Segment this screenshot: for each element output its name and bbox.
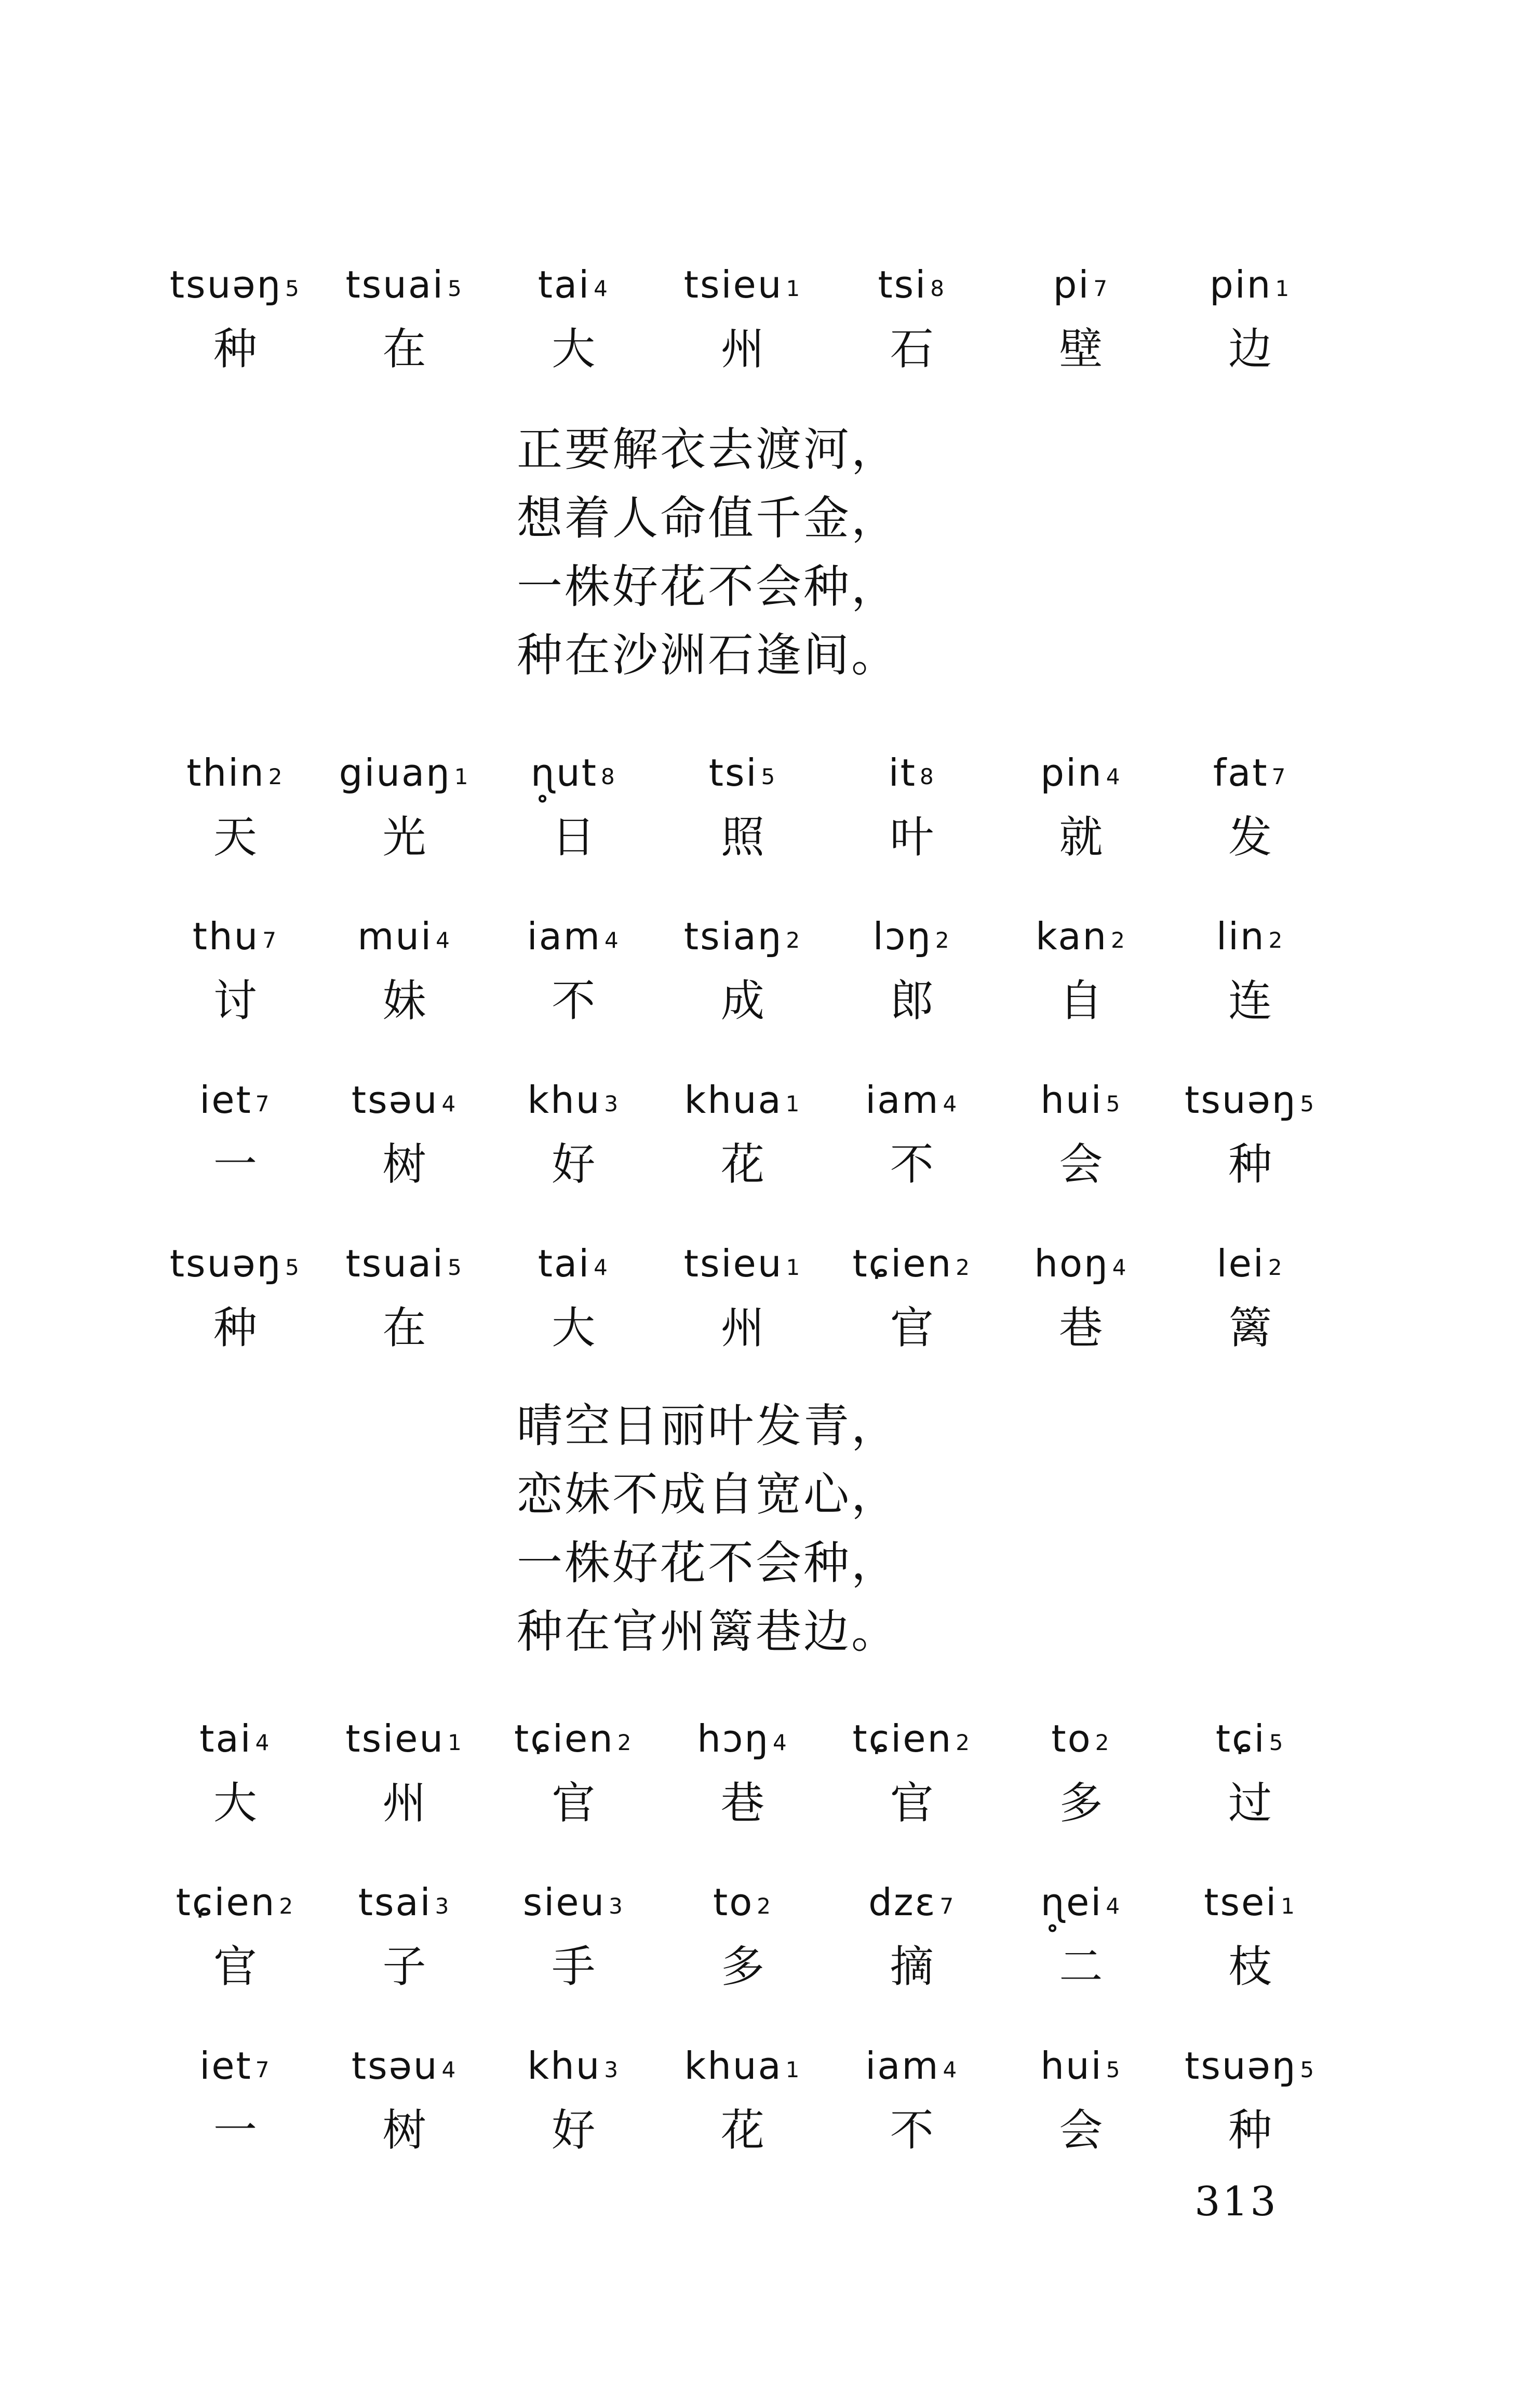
tone-number: 7 [255, 1091, 271, 1116]
tone-number: 5 [1300, 2057, 1316, 2082]
hanzi: 官 [890, 1302, 934, 1353]
hanzi: 州 [720, 1302, 764, 1353]
gloss-cell [827, 722, 997, 872]
tone-number: 2 [1268, 1255, 1284, 1280]
hanzi: 子 [382, 1941, 426, 1992]
tone-number: 4 [1106, 764, 1122, 789]
gloss-cell [489, 1213, 658, 1363]
tone-number: 1 [1275, 276, 1291, 301]
gloss-cell [151, 1049, 320, 1200]
gloss-cell [1165, 1049, 1335, 1200]
hanzi: 官 [552, 1777, 596, 1828]
romanization: tsi $^8$ [878, 263, 946, 306]
tone-number: 8 [919, 764, 935, 789]
gloss-row [151, 234, 1335, 384]
romanization: lin $^2$ [1216, 914, 1284, 958]
gloss-cell [997, 234, 1166, 384]
gloss-row [151, 1049, 1335, 1200]
gloss-cell [151, 885, 320, 1036]
gloss-cell [489, 234, 658, 384]
hanzi: 讨 [213, 975, 257, 1026]
gloss-cell [151, 2015, 320, 2165]
tone-number: 7 [255, 2057, 271, 2082]
romanization: sieu $^3$ [522, 1880, 624, 1924]
hanzi: 州 [720, 323, 764, 374]
tone-number: 1 [786, 276, 802, 301]
tone-number: 5 [1106, 2057, 1122, 2082]
romanization: thin $^2$ [186, 751, 284, 795]
romanization: tsuai $^5$ [345, 263, 463, 306]
romanization: tsuai $^5$ [345, 1242, 463, 1285]
hanzi: 多 [1059, 1777, 1103, 1828]
gloss-cell [320, 722, 489, 872]
gloss-cell [658, 722, 827, 872]
romanization: to $^2$ [1051, 1717, 1111, 1760]
gloss-cell [489, 2015, 658, 2165]
hanzi: 在 [382, 1302, 426, 1353]
romanization: hui $^5$ [1040, 1078, 1122, 1122]
hanzi: 一 [213, 2104, 257, 2156]
tone-number: 4 [605, 927, 620, 953]
poem-line: 种在官州篱巷边。 [517, 1605, 899, 1658]
gloss-block-3 [151, 1688, 1335, 2165]
hanzi: 官 [890, 1777, 934, 1828]
romanization: tɕien $^2$ [852, 1717, 971, 1760]
hanzi: 好 [552, 1138, 596, 1190]
romanization: fat $^7$ [1213, 751, 1287, 795]
gloss-row [151, 1688, 1335, 1838]
tone-number: 4 [255, 1730, 271, 1755]
hanzi: 手 [552, 1941, 596, 1992]
gloss-cell [489, 1851, 658, 2002]
gloss-cell [658, 234, 827, 384]
romanization: kan $^2$ [1035, 914, 1126, 958]
gloss-cell [320, 2015, 489, 2165]
tone-number: 4 [943, 1091, 959, 1116]
tone-number: 2 [786, 927, 802, 953]
romanization: hɔŋ $^4$ [697, 1717, 788, 1760]
gloss-cell [827, 234, 997, 384]
hanzi: 日 [552, 811, 596, 863]
hanzi: 就 [1059, 811, 1103, 863]
hanzi: 壁 [1059, 323, 1103, 374]
tone-number: 2 [268, 764, 284, 789]
tone-number: 2 [956, 1255, 971, 1280]
poem-line: 晴空日丽叶发青， [517, 1399, 899, 1452]
hanzi: 花 [720, 2104, 764, 2156]
gloss-cell [489, 1049, 658, 1200]
gloss-cell [320, 234, 489, 384]
tone-number: 4 [1112, 1255, 1128, 1280]
gloss-cell [151, 1213, 320, 1363]
tone-number: 2 [1111, 927, 1126, 953]
romanization: to $^2$ [713, 1880, 772, 1924]
poem-line: 恋妹不成自宽心， [517, 1468, 899, 1521]
romanization: tsuəŋ $^5$ [1185, 2044, 1316, 2088]
romanization: tɕien $^2$ [514, 1717, 633, 1760]
romanization: iam $^4$ [865, 2044, 959, 2088]
romanization: tsieu $^1$ [345, 1717, 463, 1760]
romanization: khua $^1$ [684, 2044, 801, 2088]
gloss-cell [1165, 722, 1335, 872]
romanization: thu $^7$ [192, 914, 278, 958]
tone-number: 2 [757, 1893, 772, 1919]
tone-number: 4 [594, 1255, 609, 1280]
poem-line: 想着人命值千金， [517, 491, 899, 545]
tone-number: 5 [447, 1255, 463, 1280]
tone-number: 1 [1281, 1893, 1297, 1919]
hanzi: 摘 [890, 1941, 934, 1992]
romanization: tsuəŋ $^5$ [169, 1242, 301, 1285]
romanization: tɕien $^2$ [852, 1242, 971, 1285]
gloss-cell [1165, 885, 1335, 1036]
romanization: mui $^4$ [357, 914, 451, 958]
hanzi: 光 [382, 811, 426, 863]
tone-number: 4 [436, 927, 451, 953]
tone-number: 3 [609, 1893, 624, 1919]
gloss-cell [827, 885, 997, 1036]
gloss-block-2 [151, 722, 1335, 1363]
gloss-cell [1165, 1851, 1335, 2002]
tone-number: 7 [1093, 276, 1109, 301]
gloss-cell [151, 722, 320, 872]
hanzi: 边 [1228, 323, 1272, 374]
romanization: hui $^5$ [1040, 2044, 1122, 2088]
hanzi: 枝 [1228, 1941, 1272, 1992]
hanzi: 树 [382, 1138, 426, 1190]
romanization: tsai $^3$ [358, 1880, 451, 1924]
tone-number: 8 [930, 276, 946, 301]
page-number: 313 [1194, 2178, 1278, 2225]
gloss-cell [489, 1688, 658, 1838]
romanization: tai $^4$ [538, 263, 609, 306]
tone-number: 4 [441, 1091, 458, 1116]
romanization: tsuəŋ $^5$ [1185, 1078, 1316, 1122]
gloss-cell [1165, 234, 1335, 384]
gloss-cell [658, 1049, 827, 1200]
hanzi: 种 [1228, 1138, 1272, 1190]
romanization: pin $^4$ [1040, 751, 1122, 795]
tone-number: 7 [262, 927, 278, 953]
tone-number: 1 [786, 1255, 802, 1280]
gloss-cell [320, 1049, 489, 1200]
gloss-cell [489, 722, 658, 872]
tone-number: 2 [279, 1893, 295, 1919]
gloss-cell [320, 1851, 489, 2002]
tone-number: 3 [604, 1091, 620, 1116]
romanization: tsieu $^1$ [683, 263, 802, 306]
romanization: khu $^3$ [527, 2044, 620, 2088]
romanization: tsəu $^4$ [351, 2044, 458, 2088]
tone-number: 4 [943, 2057, 959, 2082]
poem-stanza-1 [517, 415, 1296, 690]
gloss-cell [151, 234, 320, 384]
gloss-cell [997, 1213, 1166, 1363]
gloss-cell [151, 1688, 320, 1838]
tone-number: 5 [285, 276, 301, 301]
hanzi: 一 [213, 1138, 257, 1190]
gloss-cell [997, 1049, 1166, 1200]
hanzi: 种 [213, 1302, 257, 1353]
poem-line: 一株好花不会种， [517, 560, 899, 613]
gloss-cell [1165, 2015, 1335, 2165]
romanization: lei $^2$ [1216, 1242, 1284, 1285]
romanization: dzɛ $^7$ [868, 1880, 956, 1924]
hanzi: 不 [552, 975, 596, 1026]
tone-number: 7 [939, 1893, 956, 1919]
hanzi: 篱 [1228, 1302, 1272, 1353]
gloss-cell [827, 1851, 997, 2002]
romanization: tɕi $^5$ [1215, 1717, 1285, 1760]
hanzi: 巷 [1059, 1302, 1103, 1353]
gloss-cell [151, 1851, 320, 2002]
gloss-row [151, 2015, 1335, 2165]
hanzi: 天 [213, 811, 257, 863]
romanization: it $^8$ [888, 751, 935, 795]
romanization: khua $^1$ [684, 1078, 801, 1122]
gloss-cell [997, 885, 1166, 1036]
tone-number: 4 [441, 2057, 458, 2082]
hanzi: 种 [213, 323, 257, 374]
romanization: ɳ̥ut $^8$ [530, 751, 616, 795]
hanzi: 不 [890, 1138, 934, 1190]
romanization: pi $^7$ [1053, 263, 1109, 306]
tone-number: 4 [773, 1730, 788, 1755]
hanzi: 郎 [890, 975, 934, 1026]
romanization: khu $^3$ [527, 1078, 620, 1122]
hanzi: 树 [382, 2104, 426, 2156]
hanzi: 二 [1059, 1941, 1103, 1992]
romanization: tɕien $^2$ [176, 1880, 295, 1924]
tone-number: 1 [448, 1730, 463, 1755]
tone-number: 5 [447, 276, 463, 301]
gloss-block-1 [151, 234, 1335, 384]
hanzi: 照 [720, 811, 764, 863]
romanization: pin $^1$ [1210, 263, 1291, 306]
hanzi: 大 [213, 1777, 257, 1828]
romanization: iet $^7$ [199, 1078, 271, 1122]
tone-number: 3 [435, 1893, 451, 1919]
tone-number: 2 [1268, 927, 1284, 953]
gloss-cell [997, 722, 1166, 872]
hanzi: 过 [1228, 1777, 1272, 1828]
hanzi: 花 [720, 1138, 764, 1190]
gloss-cell [1165, 1213, 1335, 1363]
gloss-row [151, 885, 1335, 1036]
romanization: iam $^4$ [527, 914, 620, 958]
romanization: tsieu $^1$ [683, 1242, 802, 1285]
hanzi: 大 [552, 323, 596, 374]
gloss-cell [827, 1688, 997, 1838]
hanzi: 石 [890, 323, 934, 374]
romanization: tai $^4$ [199, 1717, 271, 1760]
hanzi: 会 [1059, 2104, 1103, 2156]
romanization: tsi $^5$ [708, 751, 777, 795]
gloss-cell [997, 1688, 1166, 1838]
tone-number: 4 [1106, 1893, 1122, 1919]
gloss-cell [658, 2015, 827, 2165]
tone-number: 5 [1106, 1091, 1122, 1116]
tone-number: 4 [594, 276, 609, 301]
gloss-cell [997, 2015, 1166, 2165]
gloss-cell [827, 1213, 997, 1363]
poem-line: 种在沙洲石逢间。 [517, 628, 899, 682]
tone-number: 1 [454, 764, 470, 789]
romanization: lɔŋ $^2$ [872, 914, 951, 958]
gloss-cell [827, 1049, 997, 1200]
gloss-cell [658, 885, 827, 1036]
tone-number: 5 [285, 1255, 301, 1280]
poem-line: 正要解衣去渡河， [517, 423, 899, 476]
romanization: tsei $^1$ [1204, 1880, 1297, 1924]
gloss-cell [320, 885, 489, 1036]
gloss-cell [320, 1688, 489, 1838]
tone-number: 2 [617, 1730, 633, 1755]
tone-number: 2 [1095, 1730, 1111, 1755]
hanzi: 发 [1228, 811, 1272, 863]
hanzi: 多 [720, 1941, 764, 1992]
hanzi: 种 [1228, 2104, 1272, 2156]
hanzi: 州 [382, 1777, 426, 1828]
romanization: giuaŋ $^1$ [339, 751, 470, 795]
tone-number: 5 [761, 764, 777, 789]
tone-number: 5 [1269, 1730, 1285, 1755]
hanzi: 叶 [890, 811, 934, 863]
gloss-cell [658, 1213, 827, 1363]
tone-number: 1 [785, 1091, 801, 1116]
hanzi: 好 [552, 2104, 596, 2156]
hanzi: 大 [552, 1302, 596, 1353]
gloss-cell [658, 1688, 827, 1838]
romanization: iam $^4$ [865, 1078, 959, 1122]
hanzi: 自 [1059, 975, 1103, 1026]
romanization: ɳ̥ei $^4$ [1040, 1880, 1122, 1924]
gloss-row [151, 1213, 1335, 1363]
romanization: tsiaŋ $^2$ [683, 914, 802, 958]
romanization: tsəu $^4$ [351, 1078, 458, 1122]
tone-number: 8 [600, 764, 616, 789]
gloss-cell [489, 885, 658, 1036]
hanzi: 官 [213, 1941, 257, 1992]
poem-line: 一株好花不会种， [517, 1536, 899, 1590]
tone-number: 2 [956, 1730, 971, 1755]
gloss-cell [827, 2015, 997, 2165]
hanzi: 不 [890, 2104, 934, 2156]
romanization: tsuəŋ $^5$ [169, 263, 301, 306]
gloss-row [151, 722, 1335, 872]
hanzi: 巷 [720, 1777, 764, 1828]
gloss-row [151, 1851, 1335, 2002]
gloss-cell [658, 1851, 827, 2002]
hanzi: 成 [720, 975, 764, 1026]
romanization: iet $^7$ [199, 2044, 271, 2088]
gloss-cell [997, 1851, 1166, 2002]
romanization: tai $^4$ [538, 1242, 609, 1285]
hanzi: 在 [382, 323, 426, 374]
hanzi: 连 [1228, 975, 1272, 1026]
tone-number: 7 [1271, 764, 1287, 789]
tone-number: 5 [1300, 1091, 1316, 1116]
tone-number: 2 [935, 927, 951, 953]
tone-number: 1 [785, 2057, 801, 2082]
hanzi: 妹 [382, 975, 426, 1026]
gloss-cell [320, 1213, 489, 1363]
tone-number: 3 [604, 2057, 620, 2082]
gloss-cell [1165, 1688, 1335, 1838]
hanzi: 会 [1059, 1138, 1103, 1190]
poem-stanza-2 [517, 1392, 1296, 1666]
romanization: hoŋ $^4$ [1034, 1242, 1128, 1285]
